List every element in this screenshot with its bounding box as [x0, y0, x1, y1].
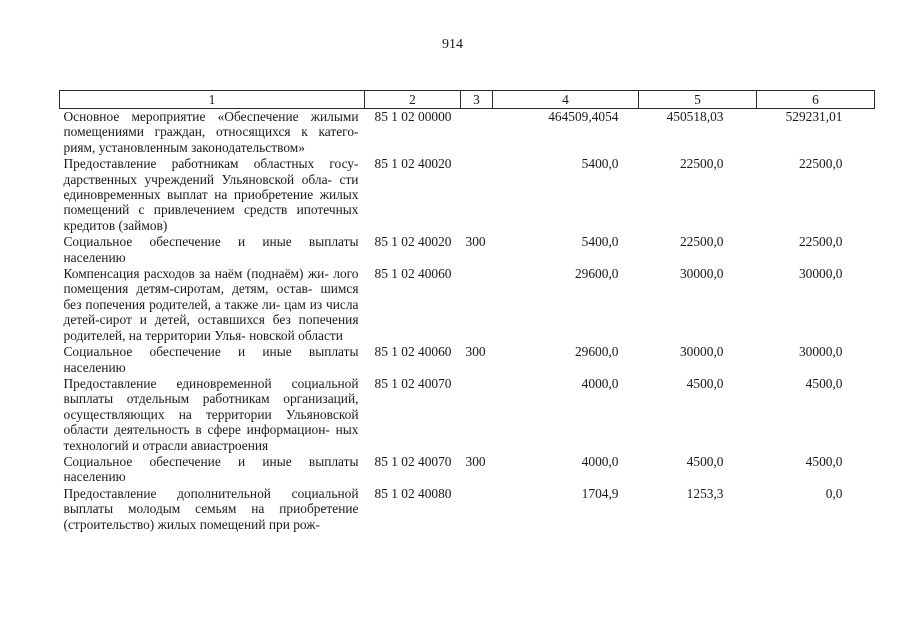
row-value-col-4: 29600,0 [574, 266, 619, 282]
row-name-line: жилых помещений с привлечением средств [63, 187, 359, 218]
row-name-line: Предоставление работникам областных госу- [63, 156, 359, 172]
row-name [60, 454, 365, 486]
row-name-line: Предоставление единовременной социальной [63, 375, 359, 391]
row-name-line: без попечения родителей, на территории Улья- [63, 312, 359, 343]
row-expense-type: 300 [465, 453, 486, 469]
budget-table-container [59, 90, 874, 533]
row-value-col-5: 22500,0 [679, 156, 724, 172]
row-expense-type: 300 [465, 344, 486, 360]
table-body [60, 109, 875, 533]
row-value-col-6: 0,0 [825, 485, 843, 501]
row-name [60, 344, 365, 376]
row-value-col-6: 30000,0 [798, 344, 843, 360]
row-value-col-5: 30000,0 [679, 344, 724, 360]
header-row [60, 91, 875, 109]
budget-table [59, 90, 875, 533]
header-col-2: 2 [365, 91, 461, 109]
row-name-line: Социальное обеспечение и иные выплаты [63, 344, 359, 360]
row-code: 85 1 02 00000 [374, 109, 452, 124]
row-name-line: области деятельность в сфере информацион- [63, 422, 330, 438]
row-code: 85 1 02 40080 [374, 485, 452, 501]
row-expense-type [461, 266, 493, 344]
table-row [60, 486, 875, 533]
row-code: 85 1 02 40020 [374, 234, 452, 250]
table-row [60, 454, 875, 486]
row-value-col-4: 5400,0 [581, 156, 619, 172]
row-name-line: сти единовременных выплат на приобретение [63, 171, 359, 203]
row-name-line: (строительство) жилых помещений при рож- [63, 516, 320, 532]
header-col-5: 5 [639, 91, 757, 109]
row-name [60, 156, 365, 234]
row-value-col-4: 4000,0 [581, 375, 619, 391]
row-name-line: ипотечных кредитов (займов) [63, 202, 359, 233]
row-name-line: Социальное обеспечение и иные выплаты [63, 234, 359, 250]
row-name-line: цам из числа детей-сирот и детей, оставшихся [63, 296, 359, 328]
row-name-line: лого помещения детям-сиротам, детям, остав- [63, 266, 359, 297]
table-row [60, 266, 875, 344]
row-value-col-4: 29600,0 [574, 344, 619, 360]
header-col-6: 6 [757, 91, 875, 109]
row-value-col-4: 5400,0 [581, 234, 619, 250]
row-value-col-4: 4000,0 [581, 453, 619, 469]
row-name-line: ных технологий и отрасли авиастроения [63, 422, 359, 453]
row-name-line: населению [63, 359, 126, 375]
row-name-line: риям, установленным законодательством» [63, 139, 305, 155]
table-row [60, 109, 875, 157]
row-value-col-5: 30000,0 [679, 266, 724, 282]
row-expense-type [461, 156, 493, 234]
table-row [60, 234, 875, 266]
row-expense-type [461, 486, 493, 533]
header-col-1: 1 [60, 91, 365, 109]
row-code: 85 1 02 40060 [374, 344, 452, 360]
row-value-col-5: 4500,0 [686, 375, 724, 391]
row-expense-type [461, 376, 493, 454]
row-value-col-6: 4500,0 [805, 453, 843, 469]
row-name-line: дарственных учреждений Ульяновской обла- [63, 171, 332, 187]
row-name-line: Основное мероприятие «Обеспечение жилыми [63, 109, 359, 124]
row-value-col-6: 4500,0 [805, 375, 843, 391]
row-name [60, 486, 365, 533]
table-row [60, 344, 875, 376]
row-value-col-6: 22500,0 [798, 234, 843, 250]
row-name [60, 376, 365, 454]
row-value-col-4: 464509,4054 [548, 109, 619, 124]
row-name-line: новской области [249, 327, 343, 343]
row-value-col-6: 30000,0 [798, 266, 843, 282]
row-code: 85 1 02 40070 [374, 375, 452, 391]
row-name-line: Предоставление дополнительной социальной [63, 485, 359, 501]
row-value-col-5: 4500,0 [686, 453, 724, 469]
row-expense-type: 300 [465, 234, 486, 250]
row-name-line: населению [63, 469, 126, 485]
row-expense-type [461, 109, 493, 157]
table-header [60, 91, 875, 109]
row-name-line: выплаты отдельным работникам организаций, [63, 391, 359, 407]
row-name-line: выплаты молодым семьям на приобретение [63, 501, 359, 517]
row-name [60, 266, 365, 344]
row-value-col-5: 1253,3 [686, 485, 724, 501]
row-value-col-6: 529231,01 [785, 109, 843, 124]
table-row [60, 156, 875, 234]
row-code: 85 1 02 40070 [374, 453, 452, 469]
table-row [60, 376, 875, 454]
row-name-line: Социальное обеспечение и иные выплаты [63, 453, 359, 469]
row-value-col-5: 22500,0 [679, 234, 724, 250]
row-name [60, 234, 365, 266]
row-name-line: шимся без попечения родителей, а также ли- [63, 281, 359, 312]
header-col-4: 4 [493, 91, 639, 109]
row-name-line: помещениями граждан, относящихся к катего- [63, 124, 359, 140]
header-col-3: 3 [461, 91, 493, 109]
row-value-col-4: 1704,9 [581, 485, 619, 501]
row-name-line: Компенсация расходов за наём (поднаём) жи- [63, 266, 329, 282]
row-code: 85 1 02 40060 [374, 266, 452, 282]
row-name-line: осуществляющих на территории Ульяновской [63, 406, 359, 422]
row-value-col-6: 22500,0 [798, 156, 843, 172]
page-number: 914 [442, 37, 463, 52]
row-value-col-5: 450518,03 [666, 109, 724, 124]
row-name [60, 109, 365, 157]
row-name-line: населению [63, 249, 126, 265]
row-code: 85 1 02 40020 [374, 156, 452, 172]
